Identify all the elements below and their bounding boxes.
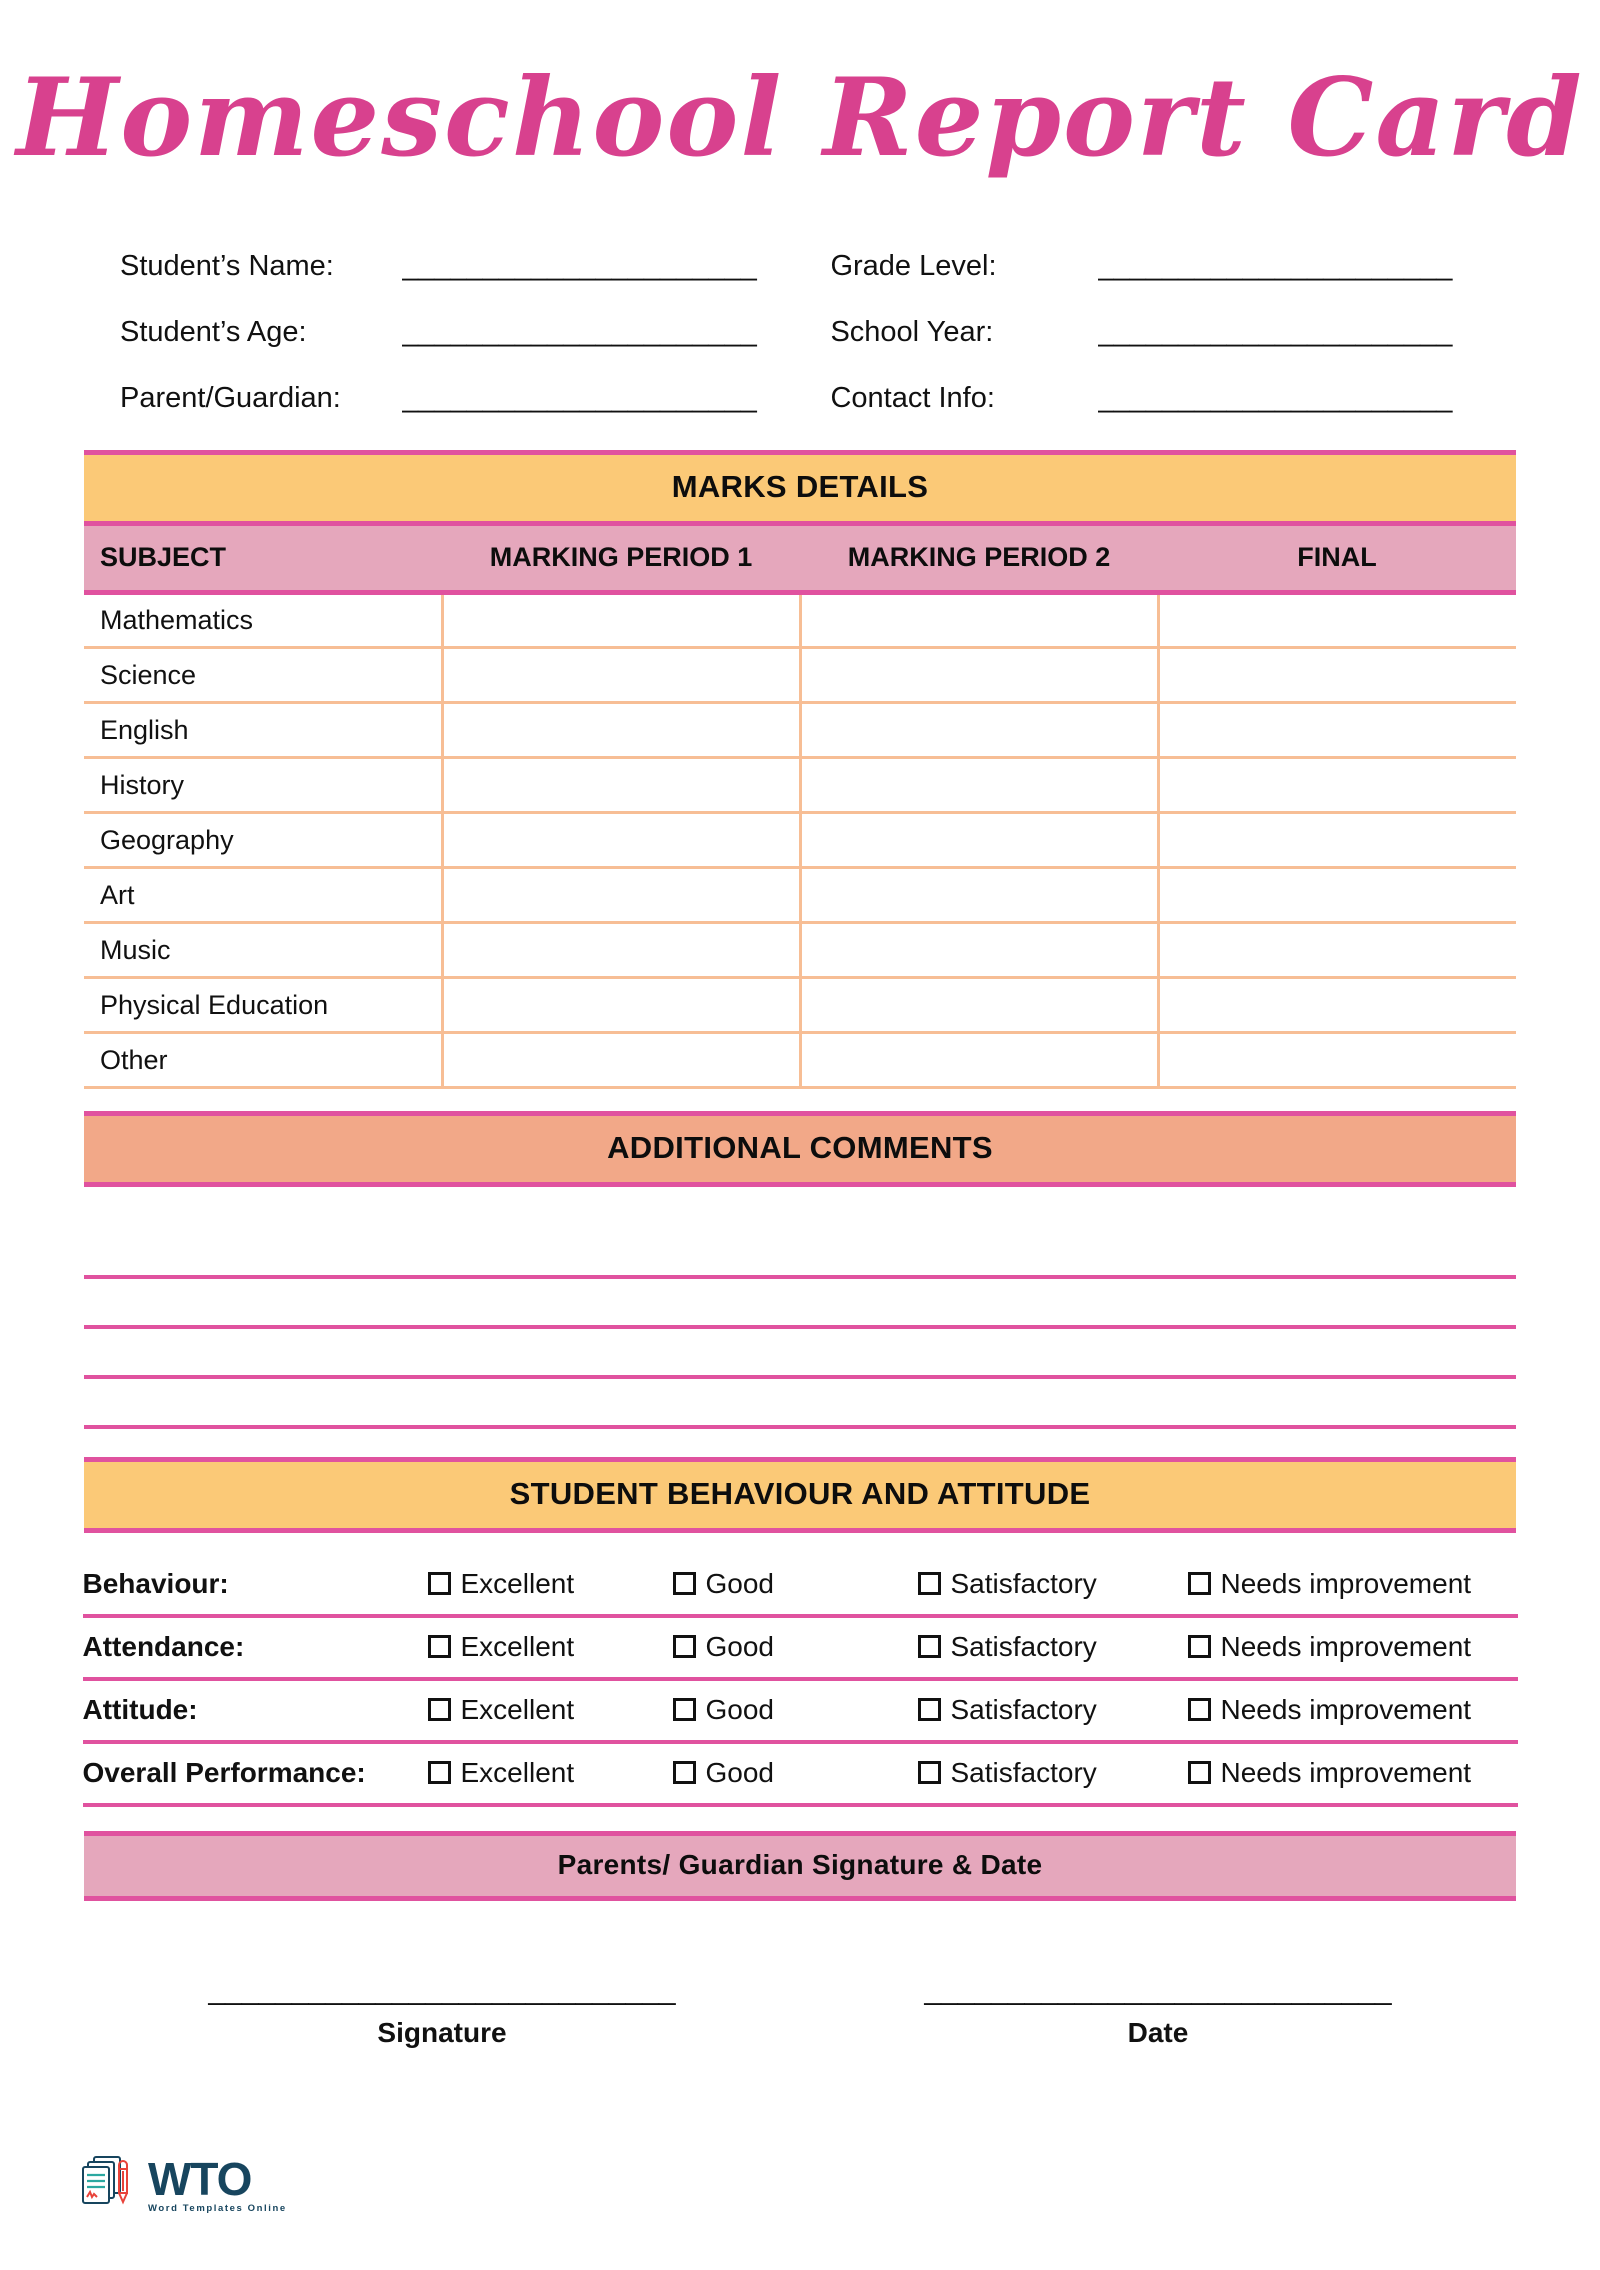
final-input-cell[interactable] [1158,648,1516,703]
behaviour-row-attitude [83,1679,1518,1742]
student-age-label: Student’s Age: [120,316,307,349]
signature-caption: Signature [377,2017,507,2049]
behaviour-table [83,1555,1518,1807]
attitude-option-good[interactable] [673,1679,918,1742]
attitude-option-satisfactory[interactable] [918,1679,1188,1742]
mp2-input-cell[interactable] [800,648,1158,703]
table-row [84,923,1516,978]
additional-comments-header: ADDITIONAL COMMENTS [84,1111,1516,1187]
marks-section [0,450,1600,1089]
mp2-input-cell[interactable] [800,593,1158,648]
option-label: Good [705,1631,774,1663]
signature-section [0,1831,1600,2049]
comment-line[interactable] [84,1229,1516,1279]
checkbox-icon[interactable] [918,1635,941,1658]
parent-guardian-field[interactable]: ______________________ [401,382,757,415]
subject-label: Science [84,648,442,703]
overall-option-excellent[interactable] [428,1742,673,1805]
table-row [84,978,1516,1033]
student-name-field[interactable]: ______________________ [401,250,757,283]
comment-line[interactable] [84,1379,1516,1429]
marks-table-body [84,593,1516,1088]
option-label: Excellent [460,1757,575,1789]
attitude-option-needs-improvement[interactable] [1188,1679,1518,1742]
column-header-final: FINAL [1158,526,1516,593]
overall-option-needs-improvement[interactable] [1188,1742,1518,1805]
mp1-input-cell[interactable] [442,703,800,758]
behaviour-option-excellent[interactable] [428,1555,673,1616]
checkbox-icon[interactable] [1188,1698,1211,1721]
table-row [84,868,1516,923]
option-label: Excellent [460,1694,575,1726]
student-info-block [84,217,1516,415]
checkbox-icon[interactable] [428,1635,451,1658]
attitude-option-excellent[interactable] [428,1679,673,1742]
option-label: Satisfactory [950,1757,1097,1789]
subject-label: Physical Education [84,978,442,1033]
mp2-input-cell[interactable] [800,703,1158,758]
logo-tagline: Word Templates Online [148,2202,287,2214]
option-label: Good [705,1568,774,1600]
mp1-input-cell[interactable] [442,813,800,868]
title-container [0,0,1600,181]
final-input-cell[interactable] [1158,923,1516,978]
checkbox-icon[interactable] [918,1761,941,1784]
contact-info-label: Contact Info: [830,382,995,415]
final-input-cell[interactable] [1158,868,1516,923]
option-label: Satisfactory [950,1568,1097,1600]
table-row [84,703,1516,758]
behaviour-option-satisfactory[interactable] [918,1555,1188,1616]
document-pen-icon [78,2151,140,2218]
option-label: Good [705,1757,774,1789]
marks-table-header-row [84,526,1516,593]
school-year-label: School Year: [830,316,994,349]
mp1-input-cell[interactable] [442,923,800,978]
option-label: Needs improvement [1220,1568,1472,1600]
signature-column [84,1973,800,2049]
checkbox-icon[interactable] [428,1572,451,1595]
attendance-label: Attendance: [83,1616,428,1679]
signature-fields [84,1901,1516,2049]
table-row [84,1033,1516,1088]
column-header-subject: SUBJECT [84,526,442,593]
behaviour-row-overall [83,1742,1518,1805]
mp1-input-cell[interactable] [442,593,800,648]
mp1-input-cell[interactable] [442,758,800,813]
attendance-option-excellent[interactable] [428,1616,673,1679]
student-age-field[interactable]: ______________________ [401,316,757,349]
signature-header: Parents/ Guardian Signature & Date [84,1831,1516,1901]
overall-option-good[interactable] [673,1742,918,1805]
option-label: Needs improvement [1220,1631,1472,1663]
option-label: Satisfactory [950,1631,1097,1663]
parent-guardian-label: Parent/Guardian: [120,382,341,415]
subject-label: Mathematics [84,593,442,648]
attendance-option-needs-improvement[interactable] [1188,1616,1518,1679]
mp2-input-cell[interactable] [800,868,1158,923]
contact-info-field[interactable]: ______________________ [1097,382,1453,415]
checkbox-icon[interactable] [1188,1572,1211,1595]
attitude-label: Attitude: [83,1679,428,1742]
comments-section [0,1111,1600,1429]
grade-level-field[interactable]: ______________________ [1097,250,1453,283]
logo-text-group [148,2152,287,2214]
checkbox-icon[interactable] [1188,1761,1211,1784]
overall-performance-label: Overall Performance: [83,1742,428,1805]
column-header-marking-period-2: MARKING PERIOD 2 [800,526,1158,593]
column-header-marking-period-1: MARKING PERIOD 1 [442,526,800,593]
logo-wordmark: WTO [148,2152,252,2205]
attendance-option-good[interactable] [673,1616,918,1679]
checkbox-icon[interactable] [673,1761,696,1784]
signature-line[interactable]: ____________________________ [208,1973,676,2007]
comment-line[interactable] [84,1279,1516,1329]
mp2-input-cell[interactable] [800,758,1158,813]
behaviour-section [0,1457,1600,1807]
comments-lines [84,1187,1516,1429]
mp1-input-cell[interactable] [442,868,800,923]
school-year-field[interactable]: ______________________ [1097,316,1453,349]
info-row-name [120,217,1516,283]
grade-level-label: Grade Level: [830,250,997,283]
wto-logo [78,2151,287,2218]
final-input-cell[interactable] [1158,593,1516,648]
behaviour-option-good[interactable] [673,1555,918,1616]
mp1-input-cell[interactable] [442,1033,800,1088]
checkbox-icon[interactable] [918,1698,941,1721]
info-row-age [120,283,1516,349]
page-title: Homeschool Report Card [16,55,1584,181]
checkbox-icon[interactable] [673,1572,696,1595]
option-label: Satisfactory [950,1694,1097,1726]
checkbox-icon[interactable] [918,1572,941,1595]
behaviour-label: Behaviour: [83,1555,428,1616]
behaviour-option-needs-improvement[interactable] [1188,1555,1518,1616]
table-row [84,758,1516,813]
checkbox-icon[interactable] [428,1761,451,1784]
checkbox-icon[interactable] [1188,1635,1211,1658]
subject-label: Other [84,1033,442,1088]
date-line[interactable]: ____________________________ [924,1973,1392,2007]
behaviour-row-attendance [83,1616,1518,1679]
subject-label: History [84,758,442,813]
final-input-cell[interactable] [1158,813,1516,868]
student-name-label: Student’s Name: [120,250,334,283]
final-input-cell[interactable] [1158,1033,1516,1088]
table-row [84,593,1516,648]
option-label: Excellent [460,1568,575,1600]
subject-label: English [84,703,442,758]
date-column [800,1973,1516,2049]
mp2-input-cell[interactable] [800,923,1158,978]
option-label: Needs improvement [1220,1757,1472,1789]
subject-label: Geography [84,813,442,868]
checkbox-icon[interactable] [428,1698,451,1721]
attendance-option-satisfactory[interactable] [918,1616,1188,1679]
option-label: Good [705,1694,774,1726]
marks-details-header: MARKS DETAILS [84,450,1516,526]
mp2-input-cell[interactable] [800,813,1158,868]
behaviour-row-behaviour [83,1555,1518,1616]
final-input-cell[interactable] [1158,703,1516,758]
checkbox-icon[interactable] [673,1635,696,1658]
option-label: Needs improvement [1220,1694,1472,1726]
subject-label: Music [84,923,442,978]
mp1-input-cell[interactable] [442,978,800,1033]
marks-table [84,526,1516,1089]
mp2-input-cell[interactable] [800,1033,1158,1088]
info-row-guardian [120,349,1516,415]
table-row [84,648,1516,703]
subject-label: Art [84,868,442,923]
checkbox-icon[interactable] [673,1698,696,1721]
mp1-input-cell[interactable] [442,648,800,703]
behaviour-header: STUDENT BEHAVIOUR AND ATTITUDE [84,1457,1516,1533]
option-label: Excellent [460,1631,575,1663]
comment-line[interactable] [84,1329,1516,1379]
date-caption: Date [1127,2017,1189,2049]
table-row [84,813,1516,868]
mp2-input-cell[interactable] [800,978,1158,1033]
overall-option-satisfactory[interactable] [918,1742,1188,1805]
final-input-cell[interactable] [1158,758,1516,813]
final-input-cell[interactable] [1158,978,1516,1033]
